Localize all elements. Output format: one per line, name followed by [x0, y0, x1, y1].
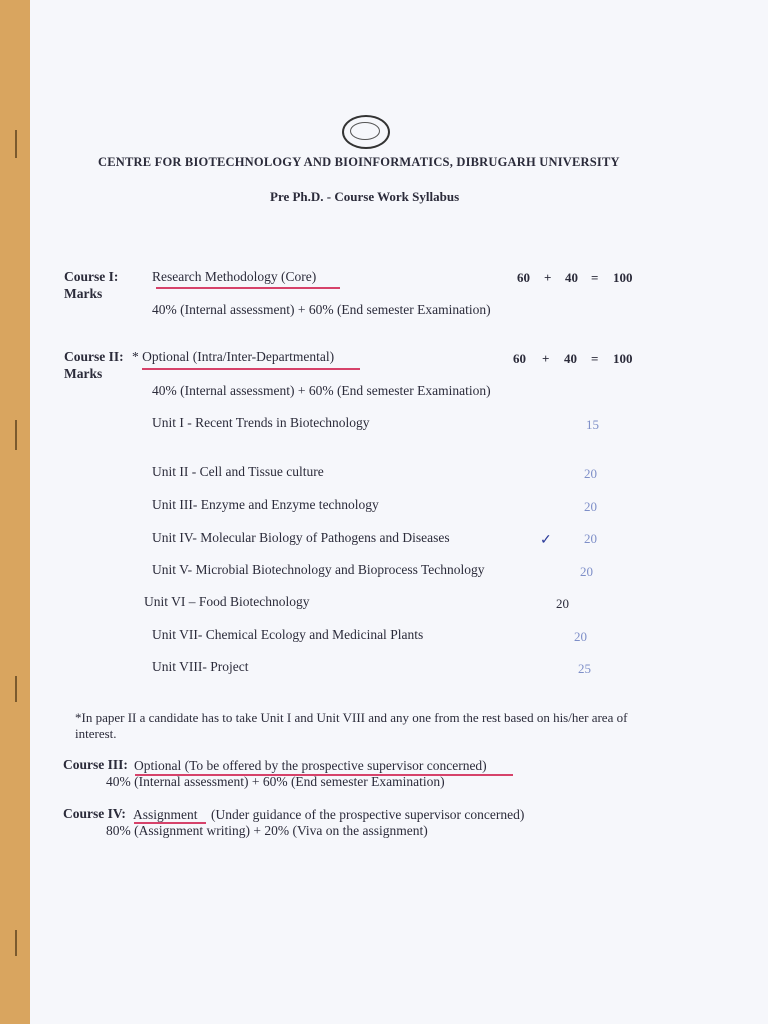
unit-8-name: Unit VIII- Project — [152, 659, 249, 674]
course-1-external-marks: 40 — [565, 270, 578, 285]
course-2-marks-label: Marks — [64, 366, 103, 381]
course-4-assessment: 80% (Assignment writing) + 20% (Viva on the assignment) — [106, 823, 428, 838]
unit-2-marks: 20 — [584, 466, 597, 481]
institution-title: CENTRE FOR BIOTECHNOLOGY AND BIOINFORMATICS, DIBRUGARH UNIVERSITY — [98, 155, 620, 169]
unit-3-marks: 20 — [584, 499, 597, 514]
unit-4-marks: 20 — [584, 531, 597, 546]
unit-4-name: Unit IV- Molecular Biology of Pathogens and Diseases — [152, 530, 450, 545]
unit-1-marks: 15 — [586, 417, 599, 432]
course-1-title: Research Methodology (Core) — [152, 269, 317, 284]
course-3-title: Optional (To be offered by the prospective supervisor concerned) — [134, 758, 487, 773]
course-1-marks-label: Marks — [64, 286, 103, 301]
unit-7-name: Unit VII- Chemical Ecology and Medicinal Plants — [152, 627, 424, 642]
university-seal-icon — [342, 115, 390, 149]
unit-5-marks: 20 — [580, 564, 593, 579]
unit-8-marks: 25 — [578, 661, 591, 676]
course-2-assessment: 40% (Internal assessment) + 60% (End semester Examination) — [152, 383, 491, 398]
staple-mark — [15, 420, 17, 450]
staple-mark — [15, 130, 17, 158]
course-1-total-marks: 100 — [613, 270, 633, 285]
page-subtitle: Pre Ph.D. - Course Work Syllabus — [270, 189, 460, 204]
course-2-underline — [142, 368, 360, 370]
unit-5-name: Unit V- Microbial Biotechnology and Bioprocess Technology — [152, 562, 485, 577]
course-4-label: Course IV: — [63, 806, 126, 821]
course-2-external-marks: 40 — [564, 351, 577, 366]
check-mark-icon: ✓ — [540, 533, 552, 548]
unit-2-name: Unit II - Cell and Tissue culture — [152, 464, 324, 479]
paper-2-note: *In paper II a candidate has to take Unit I and Unit VIII and any one from the rest based on his/her area of interest. — [75, 710, 628, 741]
course-2-total-marks: 100 — [613, 351, 633, 366]
course-1-underline — [156, 287, 340, 289]
course-1-assessment: 40% (Internal assessment) + 60% (End semester Examination) — [152, 302, 491, 317]
course-1-internal-marks: 60 — [517, 270, 530, 285]
staple-mark — [15, 930, 17, 956]
course-3-assessment: 40% (Internal assessment) + 60% (End semester Examination) — [106, 774, 445, 789]
unit-1-name: Unit I - Recent Trends in Biotechnology — [152, 415, 370, 430]
course-4-title-rest: (Under guidance of the prospective supervisor concerned) — [211, 807, 525, 822]
document-page — [30, 0, 768, 1024]
unit-3-name: Unit III- Enzyme and Enzyme technology — [152, 497, 379, 512]
course-3-label: Course III: — [63, 757, 128, 772]
course-2-label: Course II: — [64, 349, 124, 364]
course-4-title: Assignment — [133, 807, 198, 822]
course-2-plus: + — [542, 351, 550, 366]
course-2-internal-marks: 60 — [513, 351, 526, 366]
unit-7-marks: 20 — [574, 629, 587, 644]
course-1-plus: + — [544, 270, 552, 285]
course-1-label: Course I: — [64, 269, 119, 284]
unit-6-marks: 20 — [556, 596, 569, 611]
unit-6-name: Unit VI – Food Biotechnology — [144, 594, 310, 609]
course-2-title: * Optional (Intra/Inter-Departmental) — [132, 349, 335, 364]
course-1-equals: = — [591, 270, 599, 285]
binding-strip — [0, 0, 32, 1024]
course-2-equals: = — [591, 351, 599, 366]
staple-mark — [15, 676, 17, 702]
